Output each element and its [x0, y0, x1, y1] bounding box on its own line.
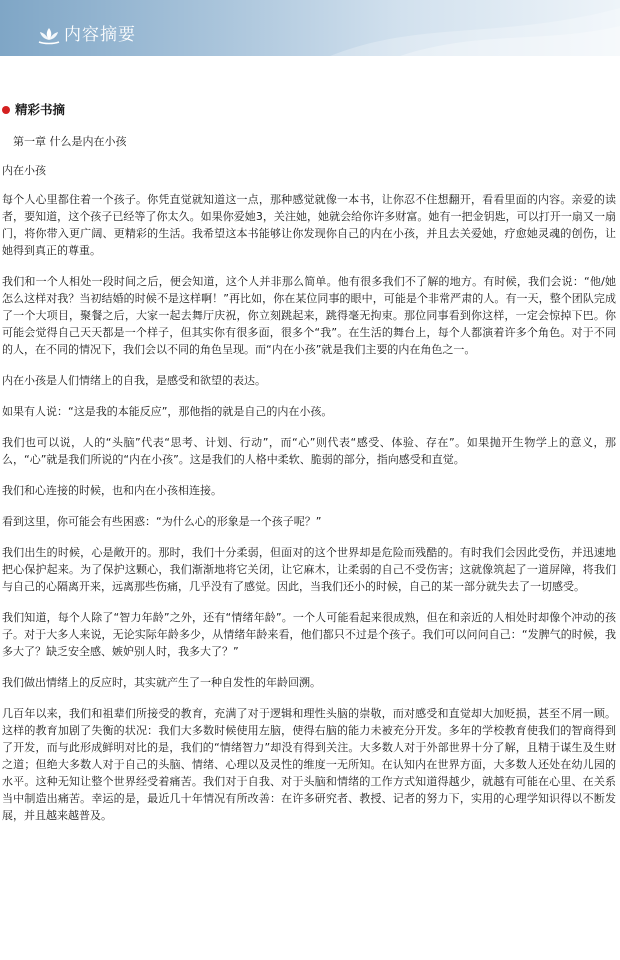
red-bullet-icon: [2, 106, 10, 114]
paragraph: 我们做出情绪上的反应时，其实就产生了一种自发性的年龄回溯。: [2, 676, 321, 689]
paragraph: 我们和心连接的时候，也和内在小孩相连接。: [2, 484, 222, 497]
header-banner: [0, 0, 620, 56]
excerpt-content: [2, 133, 616, 838]
header-title: 内容摘要: [64, 25, 136, 45]
chapter-title: 第一章 什么是内在小孩: [13, 135, 127, 148]
paragraph: 内在小孩是人们情绪上的自我，是感受和欲望的表达。: [2, 374, 266, 387]
paragraph: 我们也可以说，人的“头脑”代表“思考、计划、行动”，而“心”则代表“感受、体验、存在”。如果抛开生物学上的意义，那么，“心”就是我们所说的“内在小孩”。这是我们的人格中柔软、脆弱的部分，指向感受和直觉。: [2, 436, 616, 466]
paragraph: 我们出生的时候，心是敞开的。那时，我们十分柔弱，但面对的这个世界却是危险而残酷的。有时我们会因此受伤，并迅速地把心保护起来。为了保护这颗心，我们渐渐地将它关闭，让它麻木，让柔弱的自己不受伤害；这就像筑起了一道屏障，将我们与自己的心隔离开来，远离那些伤痛，几乎没有了感觉。因此，当我们还小的时候，自己的某一部分就失去了一切感受。: [2, 546, 616, 593]
lotus-icon: [37, 26, 61, 46]
paragraph: 几百年以来，我们和祖辈们所接受的教育，充满了对于逻辑和理性头脑的崇敬，而对感受和直觉却大加贬损，甚至不屑一顾。这样的教育加剧了失衡的状况：我们大多数时候使用左脑，使得右脑的能力未被充分开发。多年的学校教育使我们的智商得到了开发，而与此形成鲜明对比的是，我们的“情绪智力”却没有得到关注。大多数人对于外部世界十分了解，且精于谋生及生财之道；但绝大多数人对于自己的头脑、情绪、心理以及灵性的维度一无所知。在认知内在世界方面，大多数人还处在幼儿园的水平。这种无知让整个世界经受着痛苦。我们对于自我、对于头脑和情绪的工作方式知道得越少，就越有可能在心里、在关系当中制造出痛苦。幸运的是，最近几十年情况有所改善：在许多研究者、教授、记者的努力下，实用的心理学知识得以不断发展，并且越来越普及。: [2, 707, 616, 822]
paragraph: 如果有人说：“这是我的本能反应”，那他指的就是自己的内在小孩。: [2, 405, 333, 418]
paragraph: 我们知道，每个人除了“智力年龄”之外，还有“情绪年龄”。一个人可能看起来很成熟，但在和亲近的人相处时却像个冲动的孩子。对于大多人来说，无论实际年龄多少，从情绪年龄来看，他们都只不过是个孩子。我们可以问问自己：“发脾气的时候，我多大了？缺乏安全感、嫉妒别人时，我多大了？”: [2, 611, 616, 658]
paragraph: 我们和一个人相处一段时间之后，便会知道，这个人并非那么简单。他有很多我们不了解的地方。有时候，我们会说：“他/她怎么这样对我？当初结婚的时候不是这样啊！”再比如，你在某位同事的眼中，可能是个非常严肃的人。有一天，整个团队完成了一个大项目，聚餐之后，大家一起去舞厅庆祝，你立刻跳起来，跳得毫无拘束。那位同事看到你这样，一定会惊掉下巴。你可能会觉得自己天天都是一个样子，但其实你有很多面，很多个“我”。在生活的舞台上，每个人都演着许多个角色。对于不同的人，在不同的情况下，我们会以不同的角色呈现。而“内在小孩”就是我们主要的内在角色之一。: [2, 275, 616, 356]
paragraph: 每个人心里都住着一个孩子。你凭直觉就知道这一点，那种感觉就像一本书，让你忍不住想翻开，看看里面的内容。亲爱的读者，要知道，这个孩子已经等了你太久。如果你爱她3，关注她，她就会给你许多财富。她有一把金钥匙，可以打开一扇又一扇门，将你带入更广阔、更精彩的生活。我希望这本书能够让你发现你自己的内在小孩，并且去关爱她，疗愈她灵魂的创伤，让她得到真正的尊重。: [2, 193, 616, 257]
subheading: 内在小孩: [2, 164, 46, 177]
section-heading-label: 精彩书摘: [15, 102, 66, 117]
paragraph: 看到这里，你可能会有些困惑：“为什么心的形象是一个孩子呢？”: [2, 515, 322, 528]
